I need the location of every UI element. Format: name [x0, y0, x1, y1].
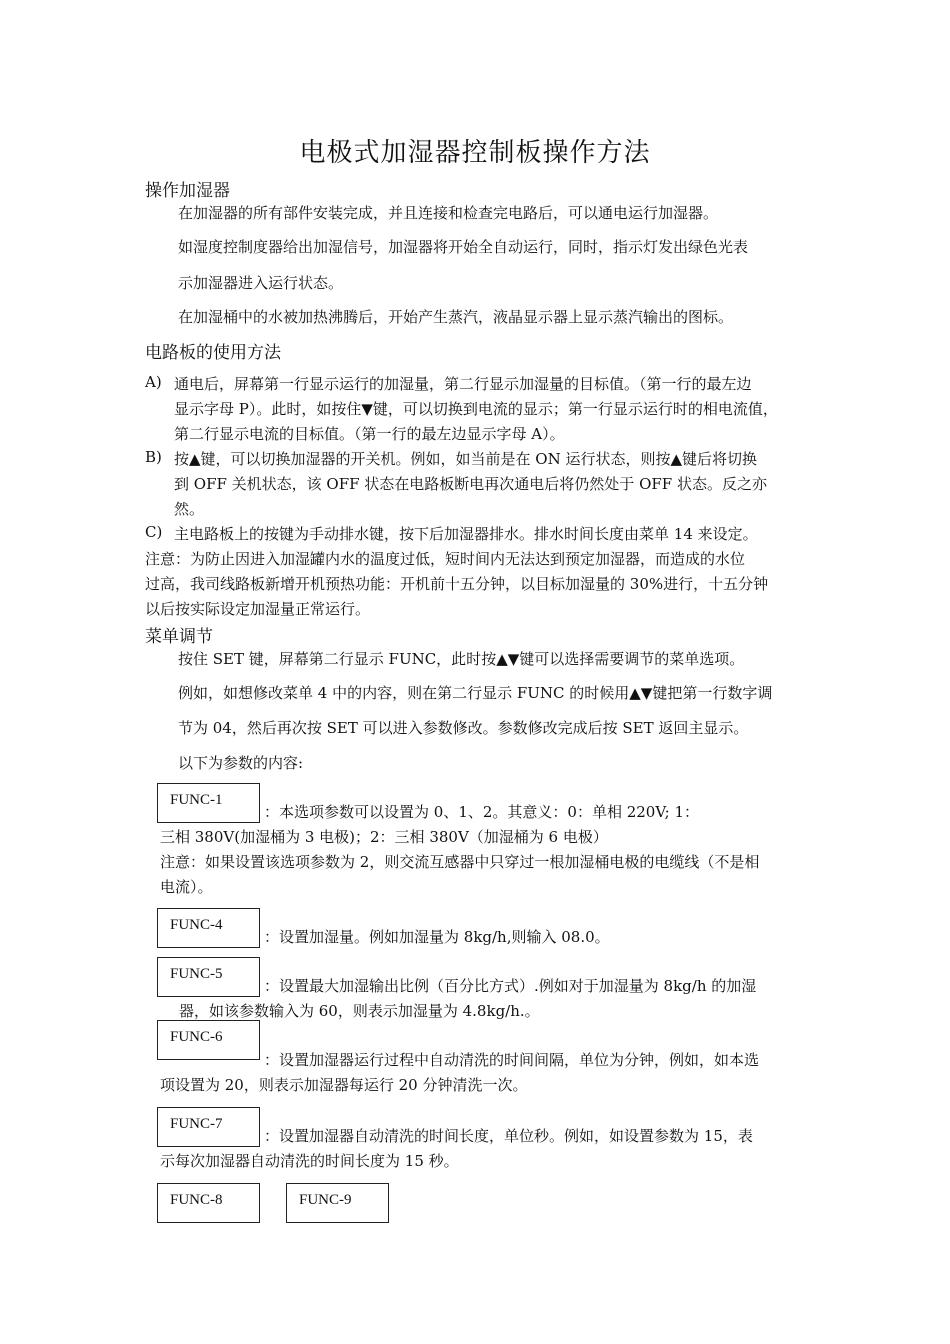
func-4-label-box: FUNC-4 — [157, 908, 260, 948]
paragraph: 在加湿桶中的水被加热沸腾后，开始产生蒸汽，液晶显示器上显示蒸汽输出的图标。 — [178, 308, 734, 326]
list-marker: B) — [145, 448, 162, 466]
func-5-description: 器，如该参数输入为 60，则表示加湿量为 4.8kg/h.。 — [179, 1002, 540, 1020]
paragraph: 示加湿器进入运行状态。 — [178, 274, 344, 292]
paragraph: 节为 04，然后再次按 SET 可以进入参数修改。参数修改完成后按 SET 返回主显示。 — [178, 719, 749, 737]
paragraph: 在加湿器的所有部件安装完成，并且连接和检查完电路后，可以通电运行加湿器。 — [178, 204, 719, 222]
func-6-description: ：设置加湿器运行过程中自动清洗的时间间隔，单位为分钟，例如，如本选 — [264, 1051, 760, 1069]
list-marker: A) — [145, 373, 162, 391]
note-text: 以后按实际设定加湿量正常运行。 — [145, 600, 371, 618]
func-5-description: ：设置最大加湿输出比例（百分比方式）.例如对于加湿量为 8kg/h 的加湿 — [264, 977, 757, 995]
func-9-label-box: FUNC-9 — [286, 1183, 389, 1223]
func-6-label-box: FUNC-6 — [157, 1020, 260, 1060]
func-7-description: 示每次加湿器自动清洗的时间长度为 15 秒。 — [160, 1152, 459, 1170]
paragraph: 例如，如想修改菜单 4 中的内容，则在第二行显示 FUNC 的时候用▲▼键把第一行数字调 — [178, 684, 773, 702]
func-1-note: 电流）。 — [160, 878, 213, 896]
func-6-description: 项设置为 20，则表示加湿器每运行 20 分钟清洗一次。 — [160, 1076, 528, 1094]
func-5-label-box: FUNC-5 — [157, 957, 260, 997]
list-item-text: 显示字母 P）。此时，如按住▼键，可以切换到电流的显示；第一行显示运行时的相电流值， — [174, 400, 778, 418]
section-heading-menu: 菜单调节 — [145, 627, 213, 647]
paragraph: 以下为参数的内容: — [178, 754, 304, 772]
section-heading-board-usage: 电路板的使用方法 — [145, 343, 281, 363]
func-1-note: 注意：如果设置该选项参数为 2，则交流互感器中只穿过一根加湿桶电极的电缆线（不是相 — [160, 853, 760, 871]
func-7-label-box: FUNC-7 — [157, 1107, 260, 1147]
list-marker: C) — [145, 523, 163, 541]
list-item-text: 到 OFF 关机状态，该 OFF 状态在电路板断电再次通电后将仍然处于 OFF 状态。反之亦 — [174, 475, 767, 493]
paragraph: 按住 SET 键，屏幕第二行显示 FUNC，此时按▲▼键可以选择需要调节的菜单选项。 — [178, 650, 745, 668]
func-1-label-box: FUNC-1 — [157, 783, 260, 823]
func-1-description: ：本选项参数可以设置为 0、1、2。其意义：0：单相 220V; 1： — [264, 803, 700, 821]
list-item-text: 通电后，屏幕第一行显示运行的加湿量，第二行显示加湿量的目标值。（第一行的最左边 — [174, 375, 752, 393]
list-item-text: 按▲键，可以切换加湿器的开关机。例如，如当前是在 ON 运行状态，则按▲键后将切换 — [174, 450, 758, 468]
func-7-description: ：设置加湿器自动清洗的时间长度，单位秒。例如，如设置参数为 15，表 — [264, 1127, 753, 1145]
document-title: 电极式加湿器控制板操作方法 — [299, 138, 651, 168]
note-text: 过高，我司线路板新增开机预热功能：开机前十五分钟，以目标加湿量的 30%进行，十五分钟 — [145, 575, 769, 593]
section-heading-operate: 操作加湿器 — [145, 181, 230, 201]
list-item-text: 第二行显示电流的目标值。（第一行的最左边显示字母 A）。 — [174, 425, 565, 443]
list-item-text: 然。 — [174, 500, 205, 518]
func-1-description: 三相 380V(加湿桶为 3 电极)；2：三相 380V（加湿桶为 6 电极） — [160, 828, 608, 846]
list-item-text: 主电路板上的按键为手动排水键，按下后加湿器排水。排水时间长度由菜单 14 来设定。 — [174, 525, 758, 543]
func-8-label-box: FUNC-8 — [157, 1183, 260, 1223]
paragraph: 如湿度控制度器给出加湿信号，加湿器将开始全自动运行，同时，指示灯发出绿色光表 — [178, 238, 749, 256]
note-text: 注意：为防止因进入加湿罐内水的温度过低，短时间内无法达到预定加湿器，而造成的水位 — [145, 550, 746, 568]
func-4-description: ：设置加湿量。例如加湿量为 8kg/h,则输入 08.0。 — [264, 928, 610, 946]
